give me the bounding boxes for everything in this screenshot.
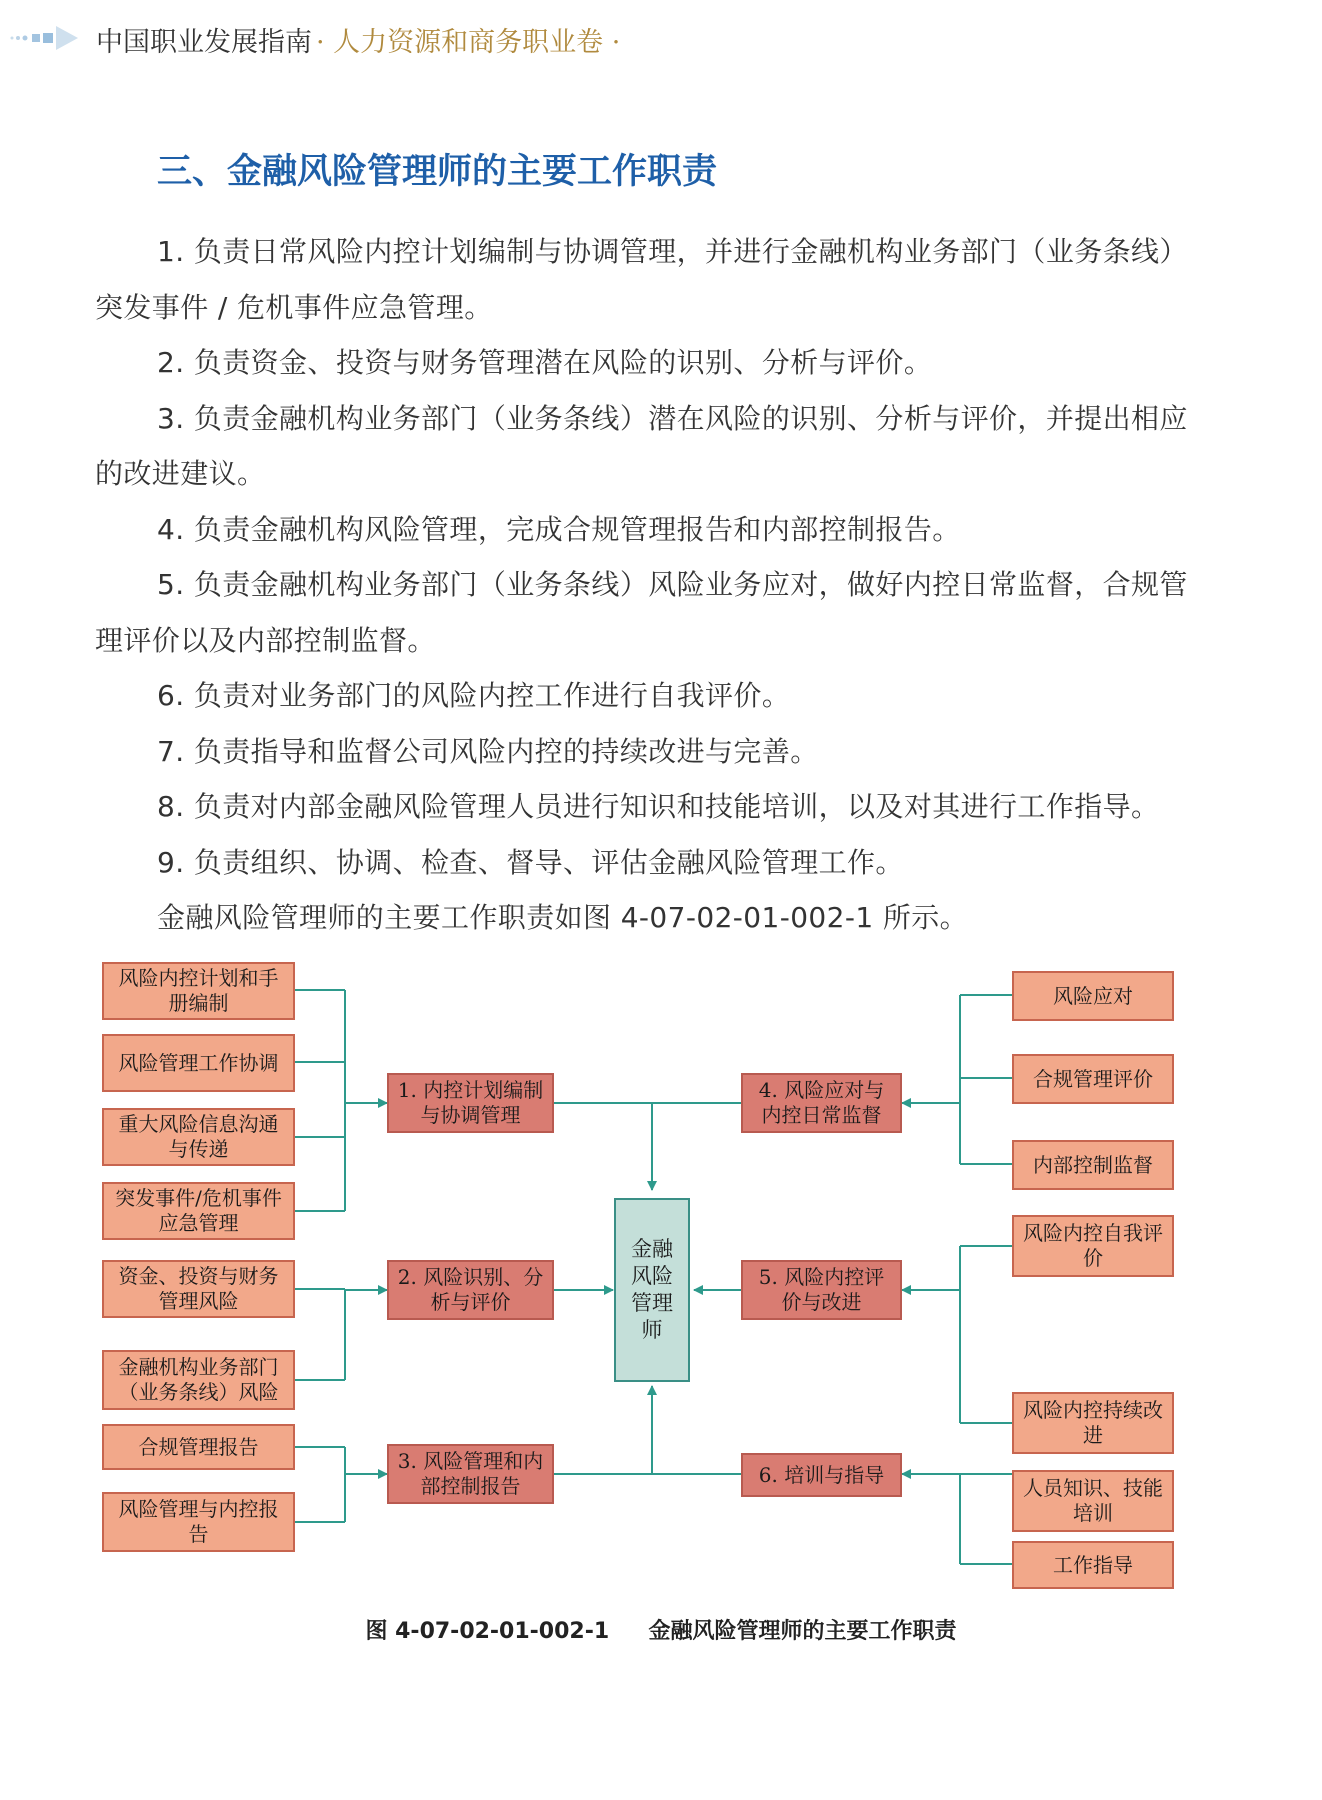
figure-title: 金融风险管理师的主要工作职责 <box>648 1619 957 1644</box>
center-role-box: 金融风险管理师 <box>614 1198 690 1382</box>
paragraph-5: 5. 负责金融机构业务部门（业务条线）风险业务应对，做好内控日常监督，合规管理评价以及内部控制监督。 <box>95 568 1188 657</box>
duty-box-4: 4. 风险应对与内控日常监督 <box>741 1073 902 1133</box>
task-box-work-guidance: 工作指导 <box>1012 1541 1174 1589</box>
duty-box-5: 5. 风险内控评价与改进 <box>741 1260 902 1320</box>
duty-box-6: 6. 培训与指导 <box>741 1453 902 1497</box>
task-box-info-communication: 重大风险信息沟通与传递 <box>102 1108 295 1166</box>
task-box-compliance-eval: 合规管理评价 <box>1012 1054 1174 1104</box>
task-box-coordination: 风险管理工作协调 <box>102 1034 295 1092</box>
task-box-continuous-improvement: 风险内控持续改进 <box>1012 1392 1174 1454</box>
task-box-self-evaluation: 风险内控自我评价 <box>1012 1215 1174 1277</box>
task-box-skill-training: 人员知识、技能培训 <box>1012 1470 1174 1532</box>
task-box-risk-control-report: 风险管理与内控报告 <box>102 1492 295 1552</box>
paragraph-6: 6. 负责对业务部门的风险内控工作进行自我评价。 <box>157 679 791 712</box>
task-box-emergency: 突发事件/危机事件应急管理 <box>102 1182 295 1240</box>
paragraph-8: 8. 负责对内部金融风险管理人员进行知识和技能培训，以及对其进行工作指导。 <box>157 790 1160 823</box>
paragraph-1: 1. 负责日常风险内控计划编制与协调管理，并进行金融机构业务部门（业务条线）突发事件 / 危机事件应急管理。 <box>95 235 1188 324</box>
duty-box-3: 3. 风险管理和内部控制报告 <box>387 1444 554 1504</box>
task-box-finance-risk: 资金、投资与财务管理风险 <box>102 1260 295 1318</box>
task-box-risk-response: 风险应对 <box>1012 971 1174 1021</box>
duty-box-2: 2. 风险识别、分析与评价 <box>387 1260 554 1320</box>
task-box-compliance-report: 合规管理报告 <box>102 1424 295 1470</box>
duty-box-1: 1. 内控计划编制与协调管理 <box>387 1073 554 1133</box>
paragraph-7: 7. 负责指导和监督公司风险内控的持续改进与完善。 <box>157 734 819 768</box>
section-title: 三、金融风险管理师的主要工作职责 <box>157 152 718 192</box>
book-title: 中国职业发展指南 <box>96 27 312 58</box>
paragraph-9: 9. 负责组织、协调、检查、督导、评估金融风险管理工作。 <box>157 845 904 879</box>
task-box-internal-supervision: 内部控制监督 <box>1012 1140 1174 1190</box>
volume-title: · 人力资源和商务职业卷 · <box>316 27 621 58</box>
paragraph-4: 4. 负责金融机构风险管理，完成合规管理报告和内部控制报告。 <box>157 512 961 546</box>
figure-reference: 金融风险管理师的主要工作职责如图 4-07-02-01-002-1 所示。 <box>157 901 969 934</box>
body-text <box>95 224 1195 946</box>
arrow-decoration-icon <box>6 20 86 56</box>
task-box-plan-manual: 风险内控计划和手册编制 <box>102 962 295 1020</box>
figure-caption <box>0 1614 1322 1645</box>
paragraph-2: 2. 负责资金、投资与财务管理潜在风险的识别、分析与评价。 <box>157 346 933 379</box>
responsibility-diagram <box>90 950 1190 1610</box>
figure-number: 图 4-07-02-01-002-1 <box>365 1619 610 1644</box>
task-box-business-line-risk: 金融机构业务部门（业务条线）风险 <box>102 1350 295 1410</box>
paragraph-3: 3. 负责金融机构业务部门（业务条线）潜在风险的识别、分析与评价，并提出相应的改进建议。 <box>95 401 1188 490</box>
page-header <box>0 14 1322 62</box>
